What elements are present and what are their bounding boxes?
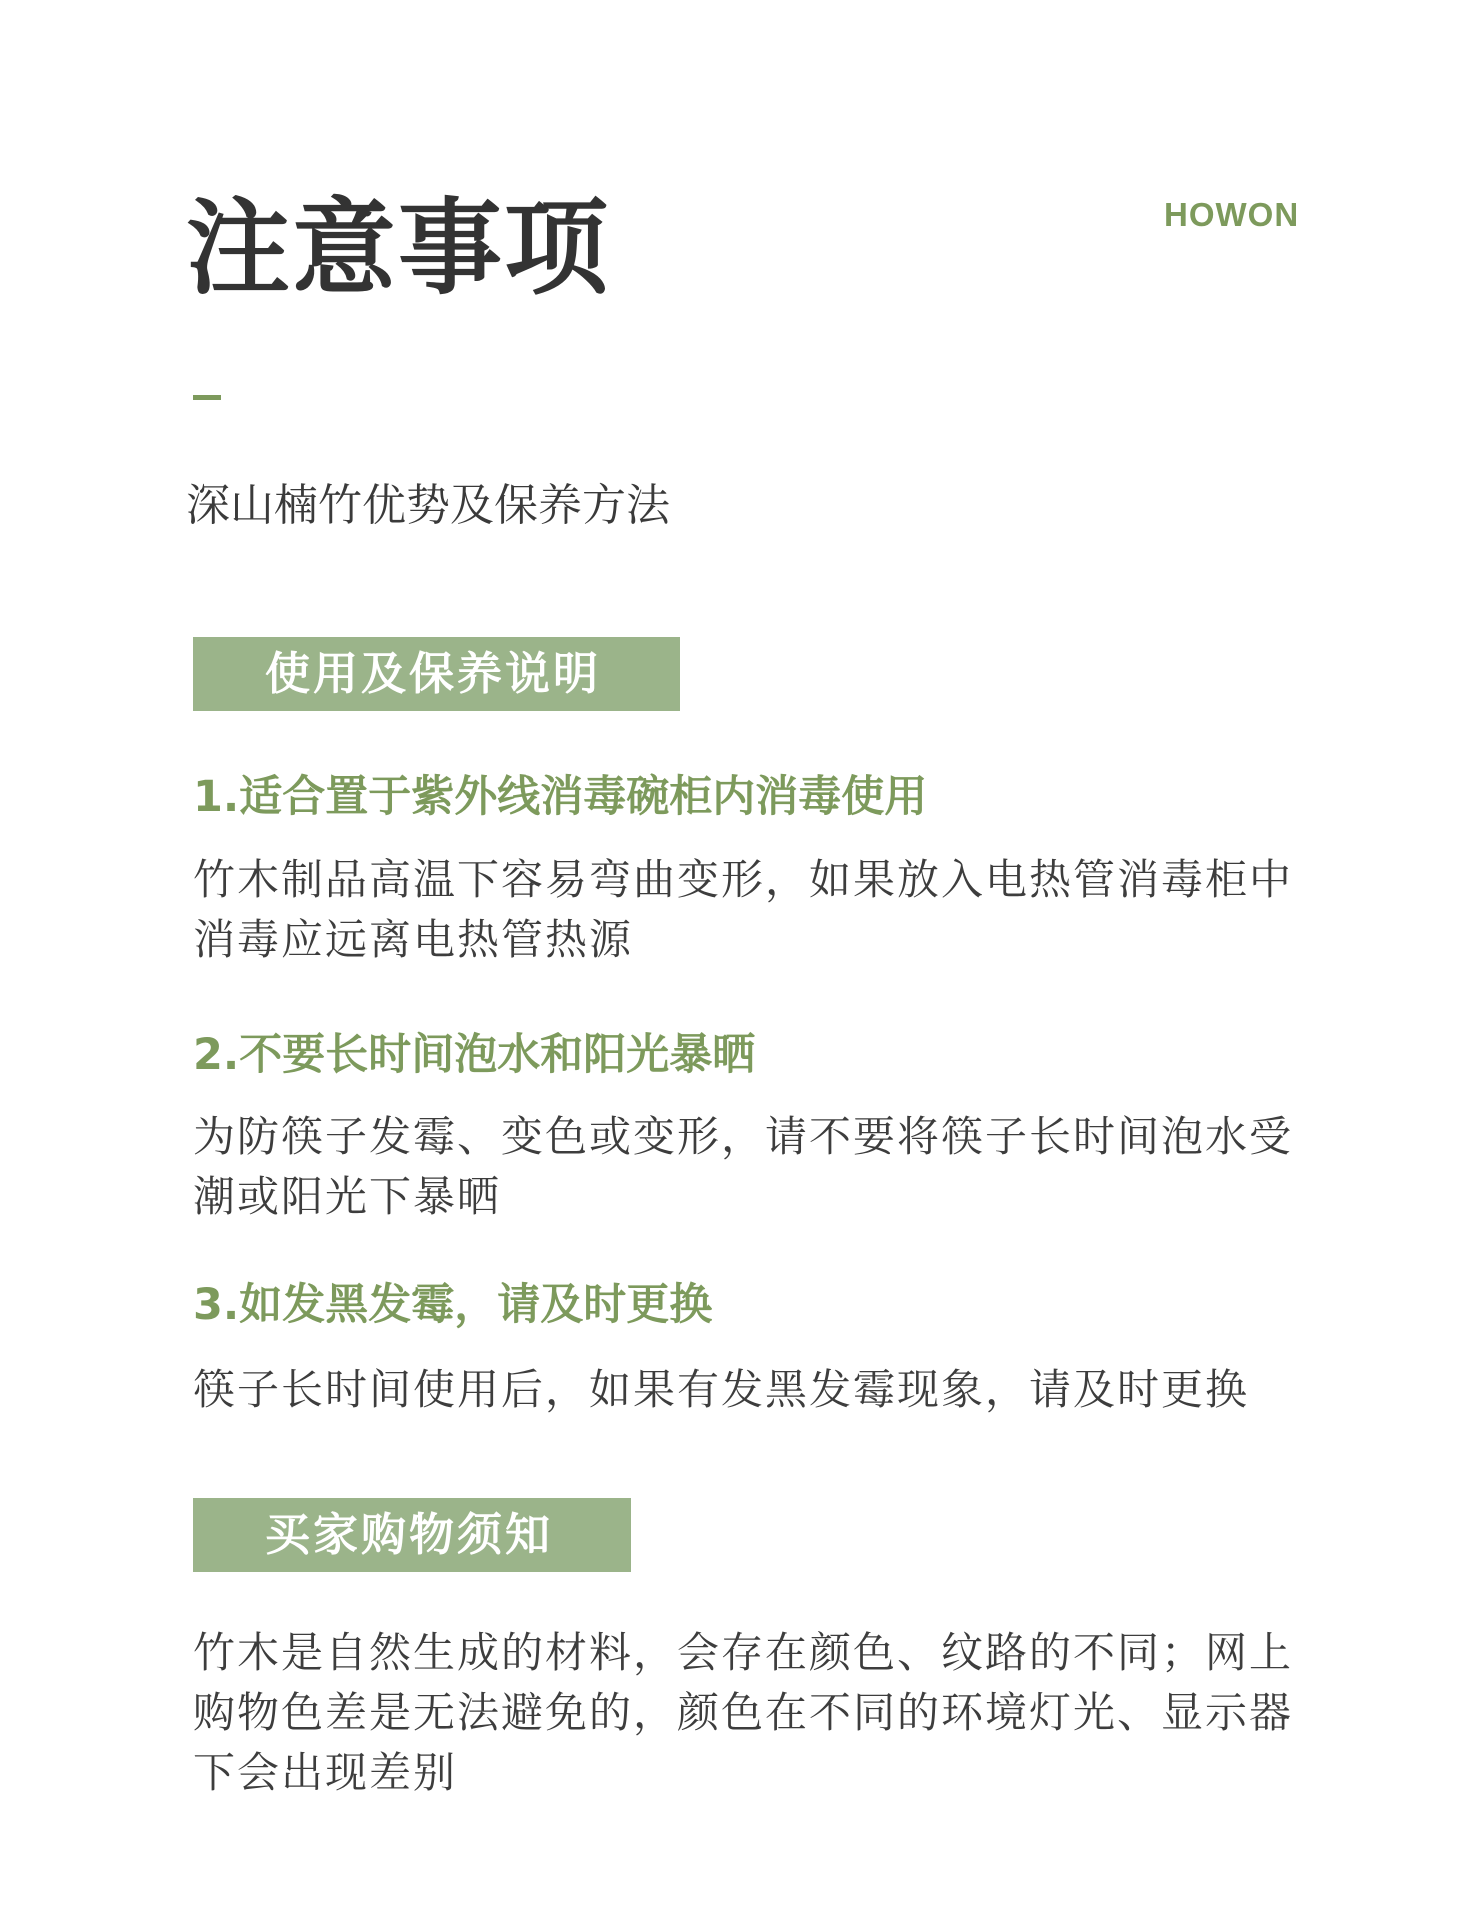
usage-item-3-heading: 3.如发黑发霉，请及时更换	[193, 1280, 713, 1330]
usage-section-header: 使用及保养说明	[193, 637, 680, 711]
usage-item-1-heading: 1.适合置于紫外线消毒碗柜内消毒使用	[193, 772, 928, 822]
page-title: 注意事项	[186, 187, 611, 309]
usage-item-1-body: 竹木制品高温下容易弯曲变形，如果放入电热管消毒柜中消毒应远离电热管热源	[193, 855, 1294, 964]
page-subtitle: 深山楠竹优势及保养方法	[186, 480, 670, 531]
title-divider	[193, 395, 221, 400]
usage-item-2-body: 为防筷子发霉、变色或变形，请不要将筷子长时间泡水受潮或阳光下暴晒	[193, 1112, 1294, 1221]
usage-item-2-heading: 2.不要长时间泡水和阳光暴晒	[193, 1030, 756, 1080]
buyer-notice-body: 竹木是自然生成的材料，会存在颜色、纹路的不同；网上购物色差是无法避免的，颜色在不同的环境灯光、显示器下会出现差别	[193, 1628, 1294, 1797]
brand-logo: HOWON	[1164, 196, 1300, 233]
buyer-section-header: 买家购物须知	[193, 1498, 631, 1572]
usage-item-3-body: 筷子长时间使用后，如果有发黑发霉现象，请及时更换	[193, 1365, 1250, 1414]
